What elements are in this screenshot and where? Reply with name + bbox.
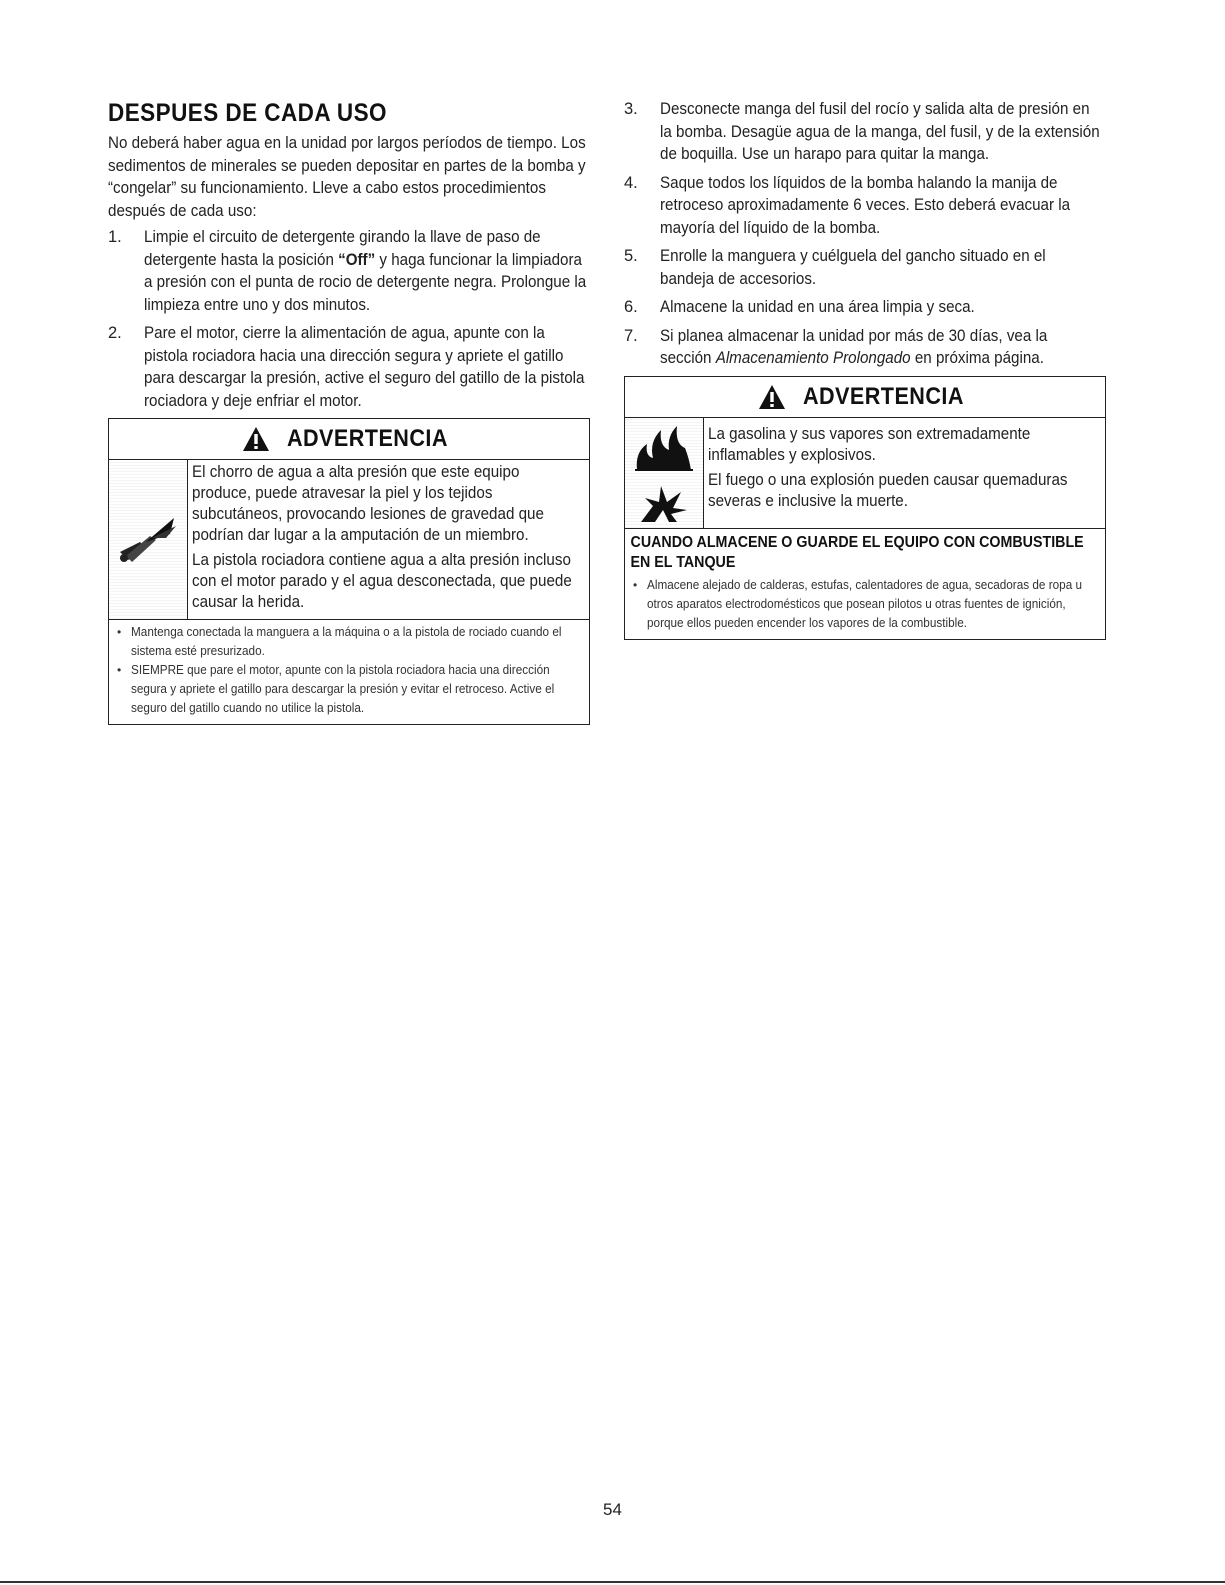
fire-icon — [631, 422, 697, 472]
warning-bullet: • Almacene alejado de calderas, estufas, calentadores de agua, secadoras de ropa u otros aparatos electrodomésticos que posean pilotos u otras fuentes de ignición, porque ellos pueden encender los vapores de la combustible. — [633, 576, 1097, 633]
warning-body — [109, 460, 589, 620]
step-item — [624, 325, 1106, 370]
intro-paragraph: No deberá haber agua en la unidad por largos períodos de tiempo. Los sedimentos de minerales se pueden depositar en partes de la bomba y “congelar” su funcionamiento. Lleve a cabo estos procedimientos después de cada uso: — [108, 134, 586, 220]
warning-box-pressure — [108, 418, 590, 725]
step-text: Enrolle la manguera y cuélguela del gancho situado en el bandeja de accesorios. — [660, 247, 1046, 288]
warning-triangle-icon — [242, 426, 270, 452]
step-number: 2. — [108, 324, 122, 342]
step-item — [624, 98, 1106, 166]
step-text: Si planea almacenar la unidad por más de 30 días, vea la sección Almacenamiento Prolongado en próxima página. — [660, 326, 1048, 367]
warning-triangle-icon — [758, 384, 786, 410]
step-text: Limpie el circuito de detergente girando la llave de paso de detergente hasta la posición “Off” y haga funcionar la limpiadora a presión con el punta de rocio de detergente negra. Prolongue la limpieza entre uno y dos minutos. — [144, 228, 587, 314]
step-number: 1. — [108, 228, 122, 246]
warning-title: ADVERTENCIA — [286, 425, 448, 452]
steps-list-right — [624, 98, 1106, 370]
step-item — [108, 226, 588, 316]
step-item — [624, 296, 1106, 319]
step-number: 5. — [624, 247, 638, 265]
step-item — [624, 245, 1106, 290]
warning-bullet: • Mantenga conectada la manguera a la máquina o a la pistola de rociado cuando el sistema esté presurizado. — [117, 623, 581, 661]
warning-bullet: • SIEMPRE que pare el motor, apunte con la pistola rociadora hacia una dirección segura y apriete el gatillo para descargar la presión y evitar el retroceso. Active el seguro del gatillo cuando no utilice la pistola. — [117, 661, 581, 718]
step-item — [108, 322, 588, 412]
left-column — [108, 98, 588, 725]
step-number: 6. — [624, 298, 638, 316]
high-pressure-injection-icon — [116, 512, 180, 568]
warning-header — [625, 377, 1105, 418]
fuel-storage-subheading: CUANDO ALMACENE O GUARDE EL EQUIPO CON COMBUSTIBLE EN EL TANQUE — [630, 533, 1084, 571]
step-number: 4. — [624, 173, 638, 192]
steps-list-left — [108, 226, 588, 412]
warning-paragraph: La gasolina y sus vapores son extremadamente inflamables y explosivos. — [708, 424, 1031, 464]
warning-header — [109, 419, 589, 460]
page-number: 54 — [603, 1500, 622, 1519]
step-text: Saque todos los líquidos de la bomba halando la manija de retroceso aproximadamente 6 veces. Esto deberá evacuar la mayoría del líquido de la bomba. — [660, 173, 1071, 237]
prolonged-storage-reference: Almacenamiento Prolongado — [715, 349, 911, 367]
step-text: Almacene la unidad en una área limpia y seca. — [660, 298, 975, 316]
step-text: Pare el motor, cierre la alimentación de agua, apunte con la pistola rociadora hacia una dirección segura y apriete el gatillo para descargar la presión, active el seguro del gatillo de la pistola rociadora y deje enfriar el motor. — [144, 324, 585, 410]
step-number: 3. — [624, 100, 638, 118]
warning-bullets — [625, 573, 1105, 639]
warning-paragraph: La pistola rociadora contiene agua a alta presión incluso con el motor parado y el agua desconectada, que puede causar la herida. — [192, 551, 572, 611]
bottom-rule — [0, 1581, 1225, 1583]
step-text: Desconecte manga del fusil del rocío y salida alta de presión en la bomba. Desagüe agua de la manga, del fusil, y de la extensión de boquilla. Use un harapo para quitar la manga. — [660, 100, 1100, 163]
off-keyword: “Off” — [338, 250, 376, 269]
warning-title: ADVERTENCIA — [802, 382, 964, 410]
warning-paragraph: El chorro de agua a alta presión que este equipo produce, puede atravesar la piel y los tejidos subcutáneos, provocando lesiones de gravedad que podrían dar lugar a la amputación de un miembro. — [192, 463, 544, 544]
explosion-icon — [631, 480, 697, 524]
section-title: DESPUES DE CADA USO — [108, 99, 388, 127]
right-column — [624, 98, 1106, 640]
warning-paragraph: El fuego o una explosión pueden causar quemaduras severas e inclusive la muerte. — [708, 470, 1068, 510]
warning-body — [625, 418, 1105, 529]
step-number: 7. — [624, 326, 638, 345]
warning-bullets — [109, 620, 589, 724]
step-item — [624, 172, 1106, 240]
warning-box-fuel — [624, 376, 1106, 640]
